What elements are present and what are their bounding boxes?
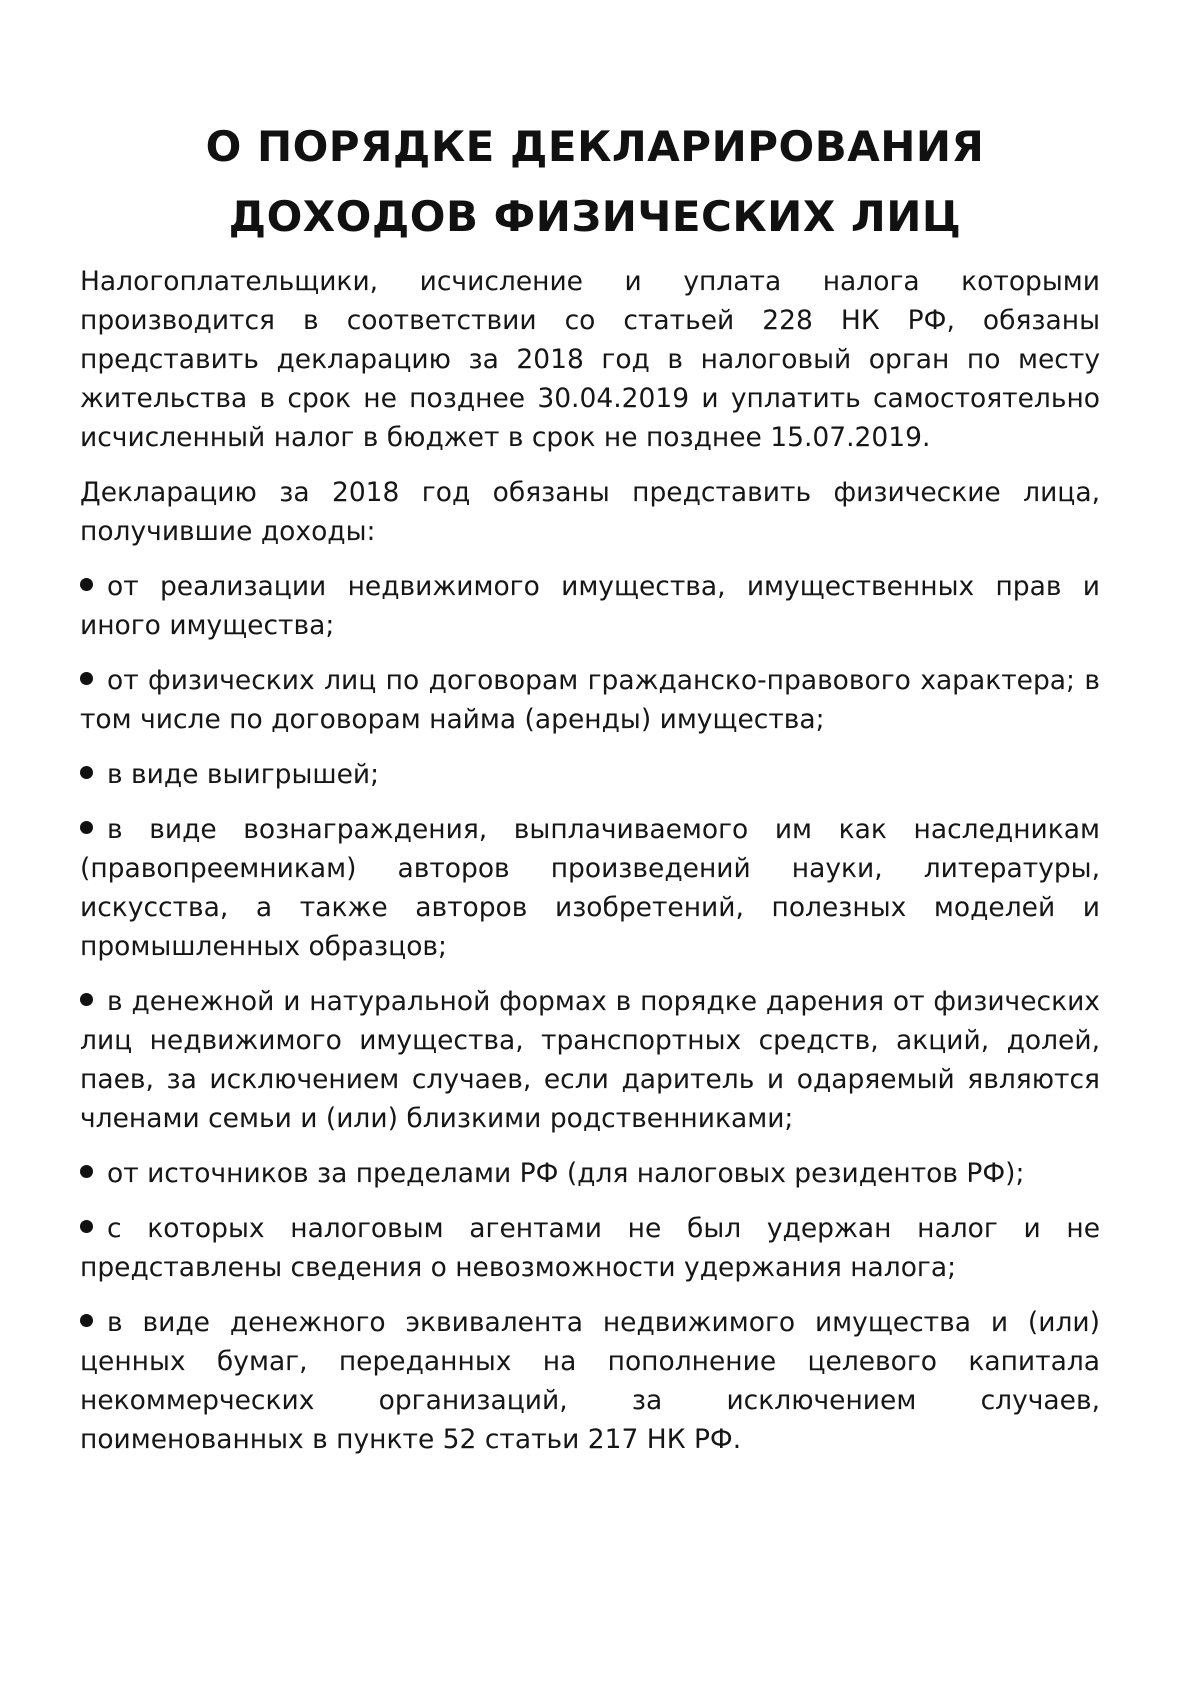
list-item-text: с которых налоговым агентами не был удержан налог и не представлены сведения о невозможности удержания налога;	[80, 1213, 1100, 1283]
list-item	[80, 567, 1100, 645]
list-item-text: в виде выигрышей;	[107, 759, 380, 790]
document-title	[140, 112, 1050, 252]
list-item-text: в виде денежного эквивалента недвижимого имущества и (или) ценных бумаг, переданных на пополнение целевого капитала некоммерческих организаций, за исключением случаев, поименованных в пункте 52 статьи 217 НК РФ.	[80, 1307, 1100, 1455]
title-line-1: О ПОРЯДКЕ ДЕКЛАРИРОВАНИЯ	[205, 122, 985, 171]
bullet-icon	[80, 993, 93, 1006]
list-item-text: от физических лиц по договорам гражданско-правового характера; в том числе по договорам найма (аренды) имущества;	[80, 665, 1100, 735]
list-item	[80, 810, 1100, 966]
bullet-icon	[80, 1165, 93, 1178]
list-item	[80, 1154, 1100, 1193]
list-item	[80, 982, 1100, 1138]
bullet-icon	[80, 766, 93, 779]
intro-paragraph: Налогоплательщики, исчисление и уплата налога которыми производится в соответствии со статьей 228 НК РФ, обязаны представить декларацию за 2018 год в налоговый орган по месту жительства в срок не позднее 30.04.2019 и уплатить самостоятельно исчисленный налог в бюджет в срок не позднее 15.07.2019.	[80, 266, 1100, 453]
title-line-2: ДОХОДОВ ФИЗИЧЕСКИХ ЛИЦ	[228, 192, 962, 241]
lead-paragraph: Декларацию за 2018 год обязаны представить физические лица, получившие доходы:	[80, 477, 1100, 547]
list-item-text: от реализации недвижимого имущества, имущественных прав и иного имущества;	[80, 571, 1100, 641]
list-item	[80, 1209, 1100, 1287]
list-item-text: в денежной и натуральной формах в порядке дарения от физических лиц недвижимого имущества, транспортных средств, акций, долей, паев, за исключением случаев, если даритель и одаряемый являются членами семьи и (или) близкими родственниками;	[80, 986, 1100, 1134]
bullet-icon	[80, 672, 93, 685]
list-item-text: от источников за пределами РФ (для налоговых резидентов РФ);	[107, 1158, 1025, 1189]
list-item-text: в виде вознаграждения, выплачиваемого им как наследникам (правопреемникам) авторов произведений науки, литературы, искусства, а также авторов изобретений, полезных моделей и промышленных образцов;	[80, 814, 1100, 962]
list-item	[80, 1303, 1100, 1459]
list-item	[80, 755, 1100, 794]
list-item	[80, 661, 1100, 739]
bullet-icon	[80, 1220, 93, 1233]
bullet-icon	[80, 821, 93, 834]
document-body	[80, 262, 1100, 1475]
bullet-icon	[80, 578, 93, 591]
bullet-icon	[80, 1314, 93, 1327]
